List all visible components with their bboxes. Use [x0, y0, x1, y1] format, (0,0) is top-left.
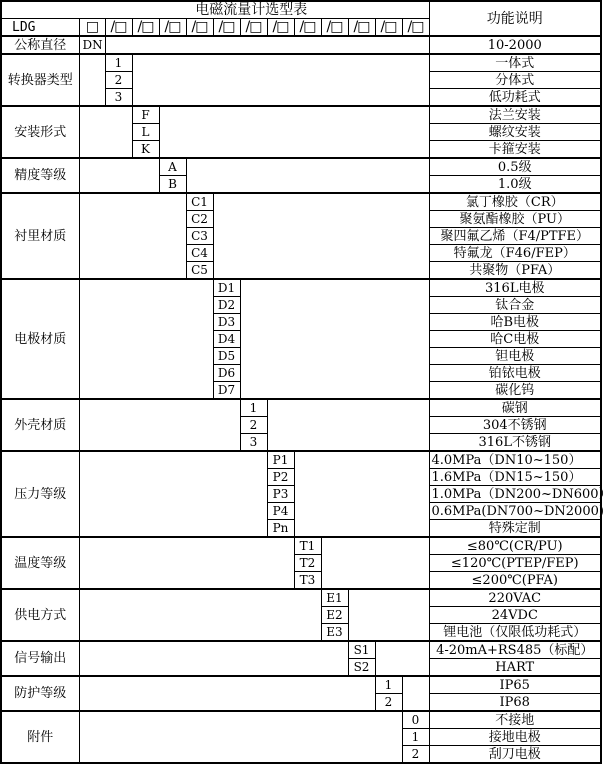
description-cell: 316L电极 [429, 279, 601, 297]
code-slot: /□ [240, 19, 267, 37]
category-label: 公称直径 [1, 36, 79, 54]
code-cell: C5 [186, 262, 213, 280]
spacer-cell [79, 193, 186, 279]
code-cell: P4 [267, 503, 294, 520]
code-cell: 1 [105, 54, 132, 72]
description-cell: 不接地 [429, 711, 601, 729]
code-cell: P2 [267, 469, 294, 486]
table-row [1, 193, 601, 211]
code-cell: F [132, 106, 159, 124]
spacer-cell [79, 641, 348, 676]
description-cell: 氯丁橡胶（CR） [429, 193, 601, 211]
description-cell: 螺纹安装 [429, 124, 601, 141]
code-slot: /□ [213, 19, 240, 37]
category-label: 转换器类型 [1, 54, 79, 106]
code-cell: 3 [105, 89, 132, 107]
spacer-cell [79, 451, 267, 537]
code-slot: /□ [294, 19, 321, 37]
code-cell: D2 [213, 297, 240, 314]
category-label: 供电方式 [1, 589, 79, 641]
code-cell: K [132, 141, 159, 159]
category-label: 精度等级 [1, 158, 79, 193]
description-cell: 24VDC [429, 607, 601, 624]
spacer-cell [79, 589, 321, 641]
code-slot: /□ [375, 19, 402, 37]
spacer-cell [321, 537, 429, 589]
code-cell: L [132, 124, 159, 141]
spacer-cell [79, 279, 213, 399]
code-cell: C2 [186, 211, 213, 228]
table-row [1, 641, 601, 659]
spacer-cell [79, 676, 375, 711]
spacer-cell [79, 711, 402, 763]
description-cell: 1.0级 [429, 176, 601, 194]
table-title-row [1, 1, 601, 19]
description-cell: 钽电极 [429, 348, 601, 365]
model-code: LDG [1, 19, 79, 37]
code-slot: /□ [267, 19, 294, 37]
spacer-cell [186, 158, 429, 193]
category-label: 温度等级 [1, 537, 79, 589]
spacer-cell [402, 676, 429, 711]
description-cell: 铂铱电极 [429, 365, 601, 382]
code-slot: /□ [186, 19, 213, 37]
code-cell: T2 [294, 555, 321, 572]
code-cell: 2 [402, 746, 429, 764]
table-row [1, 589, 601, 607]
description-cell: ≤80℃(CR/PU) [429, 537, 601, 555]
description-cell: 特殊定制 [429, 520, 601, 538]
description-cell: 哈B电极 [429, 314, 601, 331]
description-cell: 0.6MPa(DN700~DN2000) [429, 503, 601, 520]
function-column-header: 功能说明 [429, 1, 601, 36]
spacer-cell [375, 641, 429, 676]
code-cell: E1 [321, 589, 348, 607]
code-cell: A [159, 158, 186, 176]
description-cell: ≤200℃(PFA) [429, 572, 601, 590]
code-cell: P1 [267, 451, 294, 469]
spacer-cell [159, 106, 429, 158]
code-cell: 2 [105, 72, 132, 89]
code-cell: T3 [294, 572, 321, 590]
description-cell: 聚氨酯橡胶（PU） [429, 211, 601, 228]
description-cell: 304不锈钢 [429, 417, 601, 434]
code-cell: E3 [321, 624, 348, 642]
code-cell: 2 [240, 417, 267, 434]
code-cell: D3 [213, 314, 240, 331]
code-cell: D1 [213, 279, 240, 297]
description-cell: 10-2000 [429, 36, 601, 54]
table-row [1, 158, 601, 176]
base-slot: □ [79, 19, 105, 37]
code-cell: P3 [267, 486, 294, 503]
description-cell: IP68 [429, 694, 601, 712]
description-cell: 共聚物（PFA） [429, 262, 601, 280]
spacer-cell [79, 537, 294, 589]
spacer-cell [294, 451, 429, 537]
table-row [1, 537, 601, 555]
category-label: 衬里材质 [1, 193, 79, 279]
code-cell: 1 [240, 399, 267, 417]
description-cell: 特氟龙（F46/FEP） [429, 245, 601, 262]
table-row [1, 399, 601, 417]
description-cell: 316L不锈钢 [429, 434, 601, 452]
code-cell: E2 [321, 607, 348, 624]
description-cell: 锂电池（仅限低功耗式） [429, 624, 601, 642]
table-row [1, 451, 601, 469]
category-label: 附件 [1, 711, 79, 763]
code-cell: T1 [294, 537, 321, 555]
code-slot: /□ [132, 19, 159, 37]
description-cell: 碳钢 [429, 399, 601, 417]
table-row [1, 676, 601, 694]
code-cell: Pn [267, 520, 294, 538]
code-slot: /□ [159, 19, 186, 37]
code-cell: S1 [348, 641, 375, 659]
description-cell: 4-20mA+RS485（标配） [429, 641, 601, 659]
table-row [1, 106, 601, 124]
description-cell: 分体式 [429, 72, 601, 89]
code-cell: C3 [186, 228, 213, 245]
category-label: 电极材质 [1, 279, 79, 399]
category-label: 安装形式 [1, 106, 79, 158]
category-label: 防护等级 [1, 676, 79, 711]
description-cell: 一体式 [429, 54, 601, 72]
description-cell: 卡箍安装 [429, 141, 601, 159]
table-row [1, 54, 601, 72]
description-cell: 钛合金 [429, 297, 601, 314]
spacer-cell [79, 399, 240, 451]
code-slot: /□ [105, 19, 132, 37]
code-cell: D6 [213, 365, 240, 382]
description-cell: 哈C电极 [429, 331, 601, 348]
category-label: 外壳材质 [1, 399, 79, 451]
spacer-cell [79, 158, 159, 193]
table-title: 电磁流量计选型表 [1, 1, 429, 19]
description-cell: 低功耗式 [429, 89, 601, 107]
description-cell: HART [429, 659, 601, 677]
description-cell: ≤120℃(PTEP/FEP) [429, 555, 601, 572]
code-cell: D4 [213, 331, 240, 348]
description-cell: 聚四氟乙烯（F4/PTFE） [429, 228, 601, 245]
spacer-cell [105, 36, 429, 54]
code-cell: 1 [375, 676, 402, 694]
description-cell: 4.0MPa（DN10~150） [429, 451, 601, 469]
code-cell: D7 [213, 382, 240, 400]
spacer-cell [132, 54, 429, 106]
spacer-cell [79, 54, 105, 106]
table-row [1, 36, 601, 54]
code-cell: C1 [186, 193, 213, 211]
code-slot: /□ [402, 19, 429, 37]
code-cell: DN [79, 36, 105, 54]
code-cell: B [159, 176, 186, 194]
category-label: 压力等级 [1, 451, 79, 537]
description-cell: 刮刀电极 [429, 746, 601, 764]
description-cell: IP65 [429, 676, 601, 694]
category-label: 信号输出 [1, 641, 79, 676]
spacer-cell [240, 279, 429, 399]
code-cell: D5 [213, 348, 240, 365]
code-cell: 3 [240, 434, 267, 452]
code-slot: /□ [321, 19, 348, 37]
code-slot: /□ [348, 19, 375, 37]
table-row [1, 711, 601, 729]
code-cell: 0 [402, 711, 429, 729]
code-cell: 1 [402, 729, 429, 746]
description-cell: 1.6MPa（DN15~150） [429, 469, 601, 486]
description-cell: 0.5级 [429, 158, 601, 176]
spacer-cell [267, 399, 429, 451]
description-cell: 1.0MPa（DN200~DN600） [429, 486, 601, 503]
description-cell: 220VAC [429, 589, 601, 607]
spacer-cell [79, 106, 132, 158]
table-row [1, 279, 601, 297]
description-cell: 接地电极 [429, 729, 601, 746]
description-cell: 碳化钨 [429, 382, 601, 400]
code-cell: C4 [186, 245, 213, 262]
code-cell: 2 [375, 694, 402, 712]
spacer-cell [348, 589, 429, 641]
spacer-cell [213, 193, 429, 279]
code-cell: S2 [348, 659, 375, 677]
description-cell: 法兰安装 [429, 106, 601, 124]
